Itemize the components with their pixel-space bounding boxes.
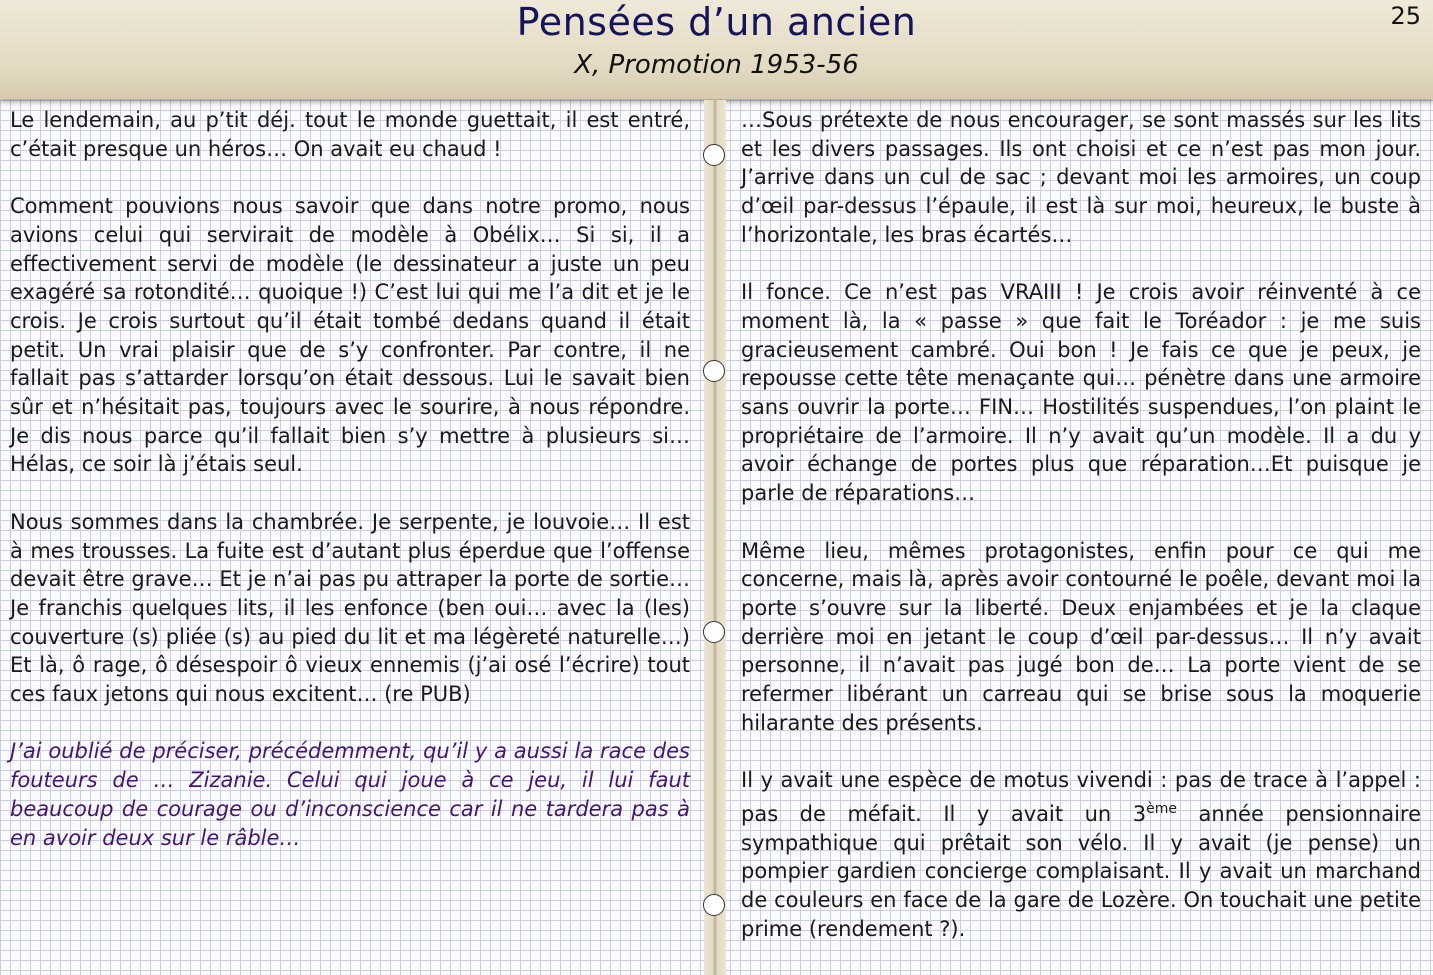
right-paragraph-3: Même lieu, mêmes protagonistes, enfin pour ce qui me concerne, mais là, après avoir contourné le poêle, devant moi la porte s’ouvre sur la liberté. Deux enjambées et je la claque derrière moi en jetant le coup d’œil par-dessus… Il n’y avait personne, il n’avait pas jugé bon de… La porte vient de se refermer libérant un carreau qui se brise sous la moquerie hilarante des présents. <box>741 538 1421 735</box>
header-banner <box>0 0 1433 99</box>
right-paragraph-4-start: Il y avait une espèce de motus vivendi : pas de trace à l’appel : pas de méfait. Il y avait un 3 <box>741 768 1421 826</box>
right-paragraph-2: Il fonce. Ce n’est pas VRAIII ! Je crois avoir réinventé à ce moment là, la « passe » que fait le Toréador : je me suis gracieusement cambré. Oui bon ! Je fais ce que je peux, je repousse cette tête menaçante qui… pénètre dans une armoire sans ouvrir la porte… FIN… Hostilités suspendues, l’on plaint le propriétaire de l’armoire. Il n’y avait qu’un modèle. Il a du y avoir échange de portes plus que réparation…Et puisque je parle de réparations… <box>741 280 1421 506</box>
binder-ring-icon <box>703 894 725 916</box>
page-number: 25 <box>1390 2 1421 30</box>
right-paragraph-1: …Sous prétexte de nous encourager, se sont massés sur les lits et les divers passages. Ils ont choisi et ce n’est pas mon jour. J’arrive dans un cul de sac ; devant moi les armoires, un coup d’œil par-dessus l’épaule, il est là sur moi, heureux, le buste à l’horizontale, les bras écartés… <box>741 108 1421 247</box>
page-title: Pensées d’un ancien <box>516 0 917 44</box>
binder-ring-icon <box>703 144 725 166</box>
left-paragraph-3: Nous sommes dans la chambrée. Je serpente, je louvoie… Il est à mes trousses. La fuite est d’autant plus éperdue que l’offense devait être grave… Et je n’ai pas pu attraper la porte de sortie… Je franchis quelques lits, il les enfonce (ben oui… avec la (les) couverture (s) pliée (s) au pied du lit et ma légèreté naturelle…) Et là, ô rage, ô désespoir ô vieux ennemis (j’ai osé l’écrire) tout ces faux jetons qui nous excitent… (re PUB) <box>10 509 690 707</box>
page-subtitle: X, Promotion 1953-56 <box>574 50 859 80</box>
left-paragraph-2: Comment pouvions nous savoir que dans notre promo, nous avions celui qui servirait de modèle à Obélix… Si si, il a effectivement servi de modèle (le dessinateur a juste un peu exagéré sa rotondité… quoique !) C’est lui qui me l’a dit et je le crois. Je crois surtout qu’il était tombé dedans quand il était petit. Un vrai plaisir que de s’y confronter. Par contre, il ne fallait pas s’attarder lorsqu’on était dessous. Lui le savait bien sûr et n’hésitait pas, toujours avec le sourire, à nous répondre. Je dis nous parce qu’il fallait bien s’y mettre à plusieurs si… Hélas, ce soir là j’étais seul. <box>10 194 690 477</box>
left-column <box>10 106 690 852</box>
right-column <box>741 106 1421 943</box>
binder-ring-icon <box>703 621 725 643</box>
binder-ring-icon <box>703 360 725 382</box>
right-paragraph-4-end: année pensionnaire sympathique qui prêtait son vélo. Il y avait (je pense) un pompier gardien concierge complaisant. Il y avait un marchand de couleurs en face de la gare de Lozère. On touchait une petite prime (rendement ?). <box>741 801 1421 941</box>
left-paragraph-1: Le lendemain, au p’tit déj. tout le monde guettait, il est entré, c’était presque un héros… On avait eu chaud ! <box>10 108 690 161</box>
right-paragraph-4 <box>741 766 1421 943</box>
left-paragraph-4: J’ai oublié de préciser, précédemment, qu’il y a aussi la race des fouteurs de … Zizanie. Celui qui joue à ce jeu, il lui faut beaucoup de courage ou d’inconscience car il ne tardera pas à en avoir deux sur le râble… <box>10 739 690 850</box>
notebook-spine <box>704 100 726 975</box>
ordinal-superscript: ème <box>1146 800 1178 817</box>
